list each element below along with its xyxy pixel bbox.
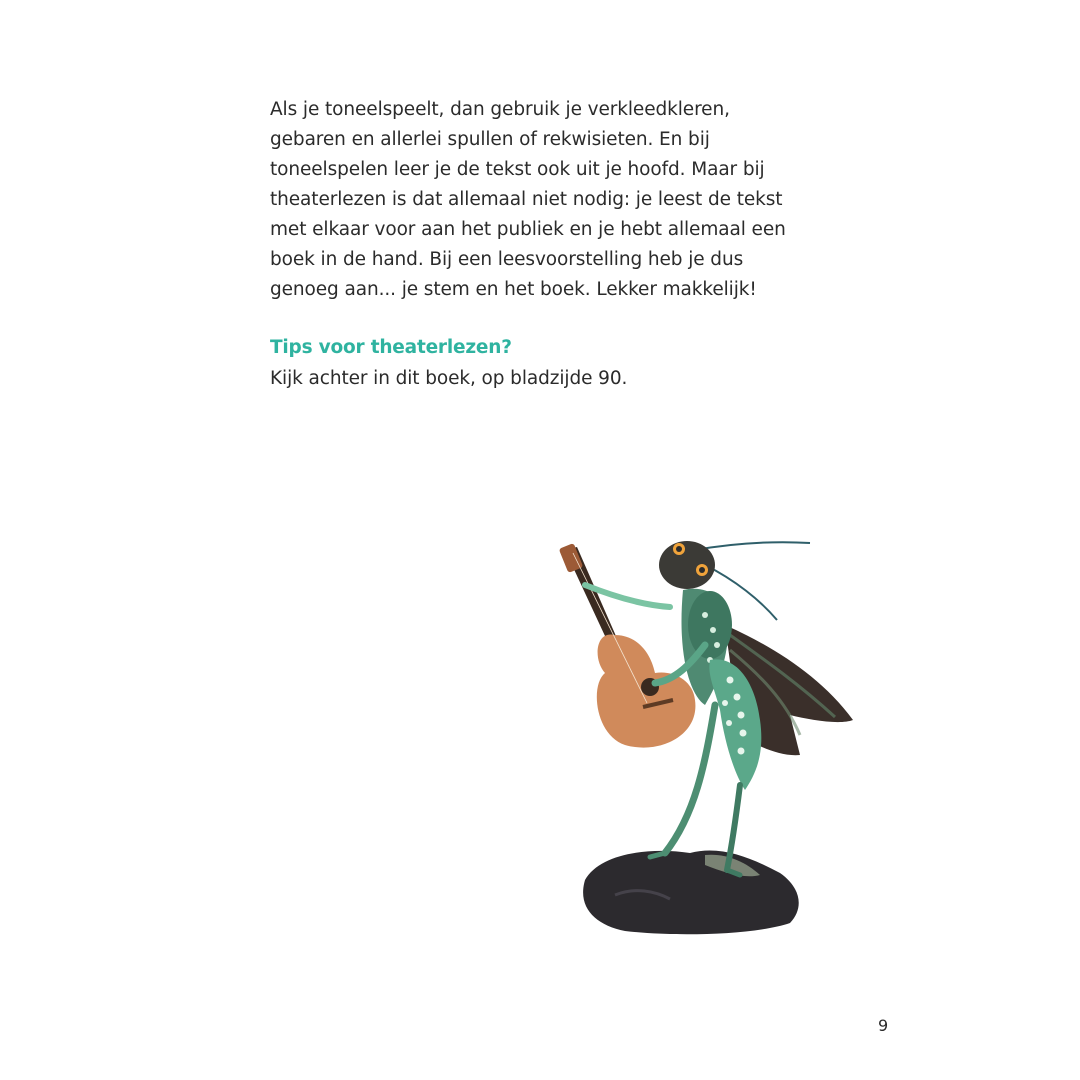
grasshopper-guitar-illustration [555, 535, 865, 945]
tips-text: Kijk achter in dit boek, op bladzijde 90. [270, 368, 628, 389]
body-line: boek in de hand. Bij een leesvoorstelling heb je dus [270, 249, 744, 270]
page-number: 9 [878, 1016, 889, 1035]
body-line: theaterlezen is dat allemaal niet nodig: je leest de tekst [270, 189, 783, 210]
thorax-shape [688, 591, 732, 659]
body-line: toneelspelen leer je de tekst ook uit je hoofd. Maar bij [270, 159, 765, 180]
body-line: met elkaar voor aan het publiek en je hebt allemaal een [270, 219, 786, 240]
head-shape [659, 541, 715, 589]
rock-shape [583, 850, 799, 934]
body-line: Als je toneelspeelt, dan gebruik je verkleedkleren, [270, 99, 730, 120]
tips-heading: Tips voor theaterlezen? [270, 337, 512, 358]
body-paragraph [270, 95, 830, 305]
body-line: gebaren en allerlei spullen of rekwisieten. En bij [270, 129, 710, 150]
body-line: genoeg aan... je stem en het boek. Lekker makkelijk! [270, 279, 757, 300]
